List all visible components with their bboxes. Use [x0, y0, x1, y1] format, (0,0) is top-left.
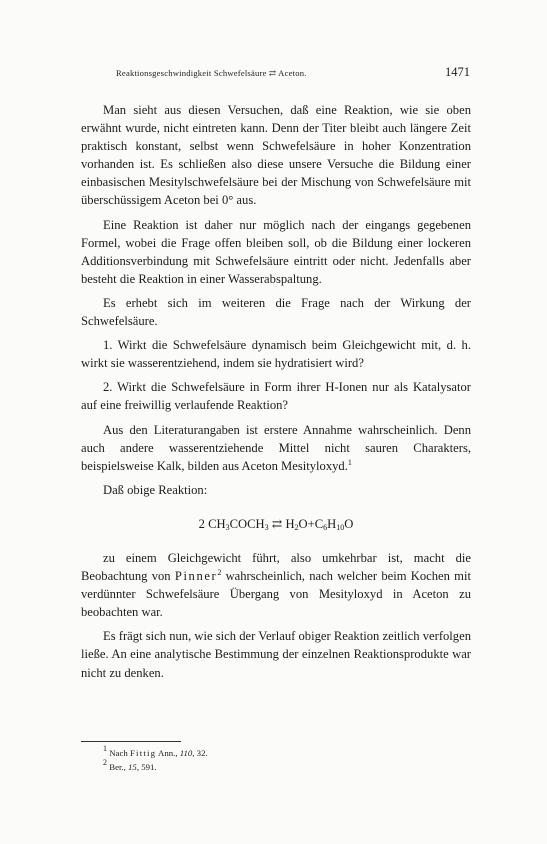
reaction-sub: 3: [225, 522, 230, 532]
equilibrium-arrow: ⇄: [268, 516, 286, 531]
paragraph-7: Daß obige Reaktion:: [103, 482, 208, 497]
page-body: [81, 101, 471, 688]
reaction-part: 2 CH: [198, 516, 226, 531]
reaction-part: H: [285, 516, 295, 531]
paragraph-6: [81, 421, 471, 475]
reaction-sub: 10: [336, 522, 345, 532]
footnote-rule: [81, 741, 181, 742]
footnote-ref-1: 1: [347, 457, 352, 467]
footnote-1-prefix: Nach: [109, 748, 128, 758]
paragraph-4: 1. Wirkt die Schwefelsäure dynamisch beim Gleichgewicht mit, d. h. wirkt sie wasserentziehend, indem sie hydratisiert wird?: [81, 338, 471, 371]
footnote-2-journal: Ber.,: [109, 762, 126, 772]
reaction-equation: [81, 515, 471, 533]
footnote-2-volume: 15: [128, 762, 137, 772]
paragraph-1: Man sieht aus diesen Versuchen, daß eine Reaktion, wie sie oben erwähnt wurde, nicht eintreten kann. Denn der Titer bleibt auch längere Zeit praktisch konstant, selbst wenn Schwefelsäure in hoher Konzentration vorhanden ist. Es schließen also diese unsere Versuche die Bildung einer einbasischen Mesitylschwefelsäure bei der Mischung von Schwefelsäure mit überschüssigem Aceton bei 0° aus.: [81, 103, 471, 208]
reaction-sub: 6: [323, 522, 328, 532]
running-head: Reaktionsgeschwindigkeit Schwefelsäure ⇄ Aceton.: [116, 68, 307, 78]
reaction-part: COCH: [229, 516, 265, 531]
reaction-part: O+C: [298, 516, 324, 531]
author-name-pinner: Pinner: [174, 569, 218, 584]
footnote-2-page: , 591.: [136, 762, 157, 772]
page-number: 1471: [445, 65, 470, 79]
footnotes: [81, 746, 471, 774]
footnote-1-author: Fittig: [129, 748, 157, 758]
reaction-sub: 2: [294, 522, 299, 532]
paragraph-8-text-b: wahrscheinlich, nach welcher beim Kochen mit verdünnter Schwefelsäure Übergang von Mesityloxyd in Aceton zu beobachten war.: [81, 569, 471, 620]
footnote-ref-2: 2: [217, 568, 222, 578]
footnote-1-page: , 32.: [192, 748, 208, 758]
paragraph-6-text: Aus den Literaturangaben ist erstere Annahme wahrscheinlich. Denn auch andere wasserentziehende Mittel nicht sauren Charakters, beispielsweise Kalk, bilden aus Aceton Mesityloxyd.: [81, 422, 471, 473]
paragraph-2: Eine Reaktion ist daher nur möglich nach der eingangs gegebenen Formel, wobei die Frage offen bleiben soll, ob die Bildung einer lockeren Additionsverbindung mit Schwefelsäure eintritt oder nicht. Jedenfalls aber besteht die Reaktion in einer Wasserabspaltung.: [81, 217, 471, 286]
paragraph-3: Es erhebt sich im weiteren die Frage nach der Wirkung der Schwefelsäure.: [81, 295, 471, 329]
paragraph-5: 2. Wirkt die Schwefelsäure in Form ihrer H-Ionen nur als Katalysator auf eine freiwillig verlaufende Reaktion?: [81, 380, 471, 413]
footnote-1: [81, 746, 471, 760]
footnote-1-number: 1: [103, 744, 107, 753]
reaction-part: H: [327, 516, 337, 531]
footnote-2: [81, 760, 471, 774]
reaction-part: O: [344, 516, 354, 531]
footnote-2-number: 2: [103, 758, 107, 767]
footnote-1-volume: 110: [179, 748, 193, 758]
paragraph-8-text-a: zu einem Gleichgewicht führt, also umkehrbar ist, macht die Beobachtung von: [81, 550, 471, 584]
paragraph-8: [81, 549, 471, 621]
page-header: [96, 66, 470, 82]
footnote-1-journal: Ann.,: [157, 748, 178, 758]
paragraph-9: Es frägt sich nun, wie sich der Verlauf obiger Reaktion zeitlich verfolgen ließe. An eine analytische Bestimmung der einzelnen Reaktionsprodukte war nicht zu denken.: [81, 629, 471, 680]
reaction-sub: 3: [264, 522, 269, 532]
